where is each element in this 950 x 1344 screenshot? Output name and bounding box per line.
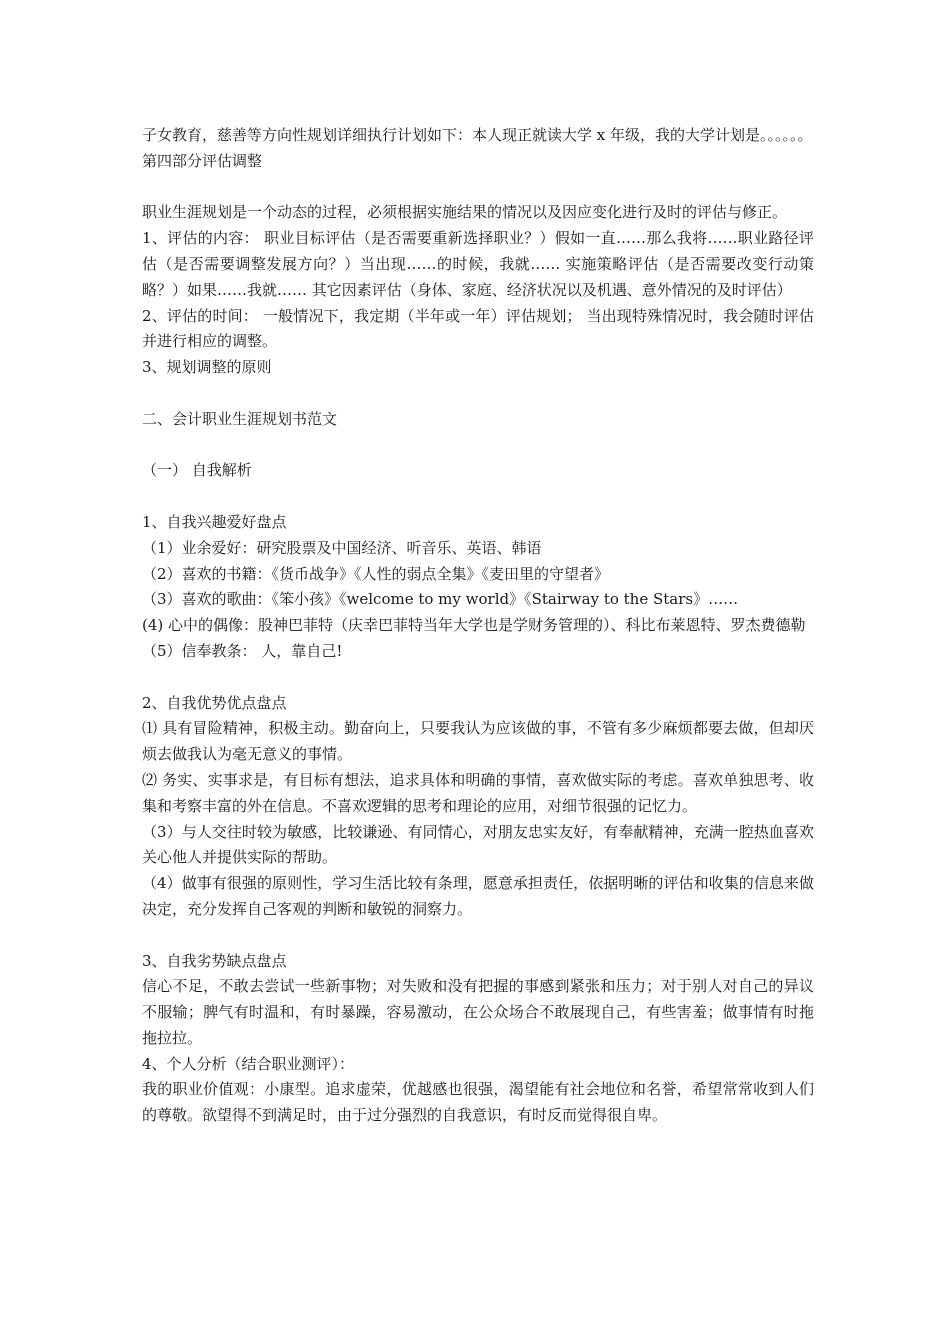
list-item-idols: (4) 心中的偶像：股神巴菲特（庆幸巴菲特当年大学也是学财务管理的）、科比布莱恩特、罗杰费德勒 bbox=[142, 616, 806, 635]
blank-line bbox=[142, 175, 814, 201]
blank-line bbox=[142, 381, 814, 407]
heading-weaknesses: 3、自我劣势缺点盘点 bbox=[142, 951, 287, 970]
list-item-hobbies: （1）业余爱好：研究股票及中国经济、听音乐、英语、韩语 bbox=[142, 538, 542, 557]
list-item-motto: （5）信奉教条： 人，靠自己! bbox=[142, 641, 343, 660]
heading-strengths: 2、自我优势优点盘点 bbox=[142, 693, 287, 712]
heading-part-four: 第四部分评估调整 bbox=[142, 151, 263, 170]
paragraph-plan-intro: 子女教育，慈善等方向性规划详细执行计划如下：本人现正就读大学 x 年级，我的大学计划是。。。。。。 bbox=[142, 126, 813, 144]
heading-accounting-plan: 二、会计职业生涯规划书范文 bbox=[142, 409, 338, 428]
paragraph-weaknesses: 信心不足，不敢去尝试一些新事物；对失败和没有把握的事感到紧张和压力；对于别人对自己的异议不服输；脾气有时温和，有时暴躁，容易激动，在公众场合不敢展现自己，有些害羞；做事情有时拖拖拉拉。 bbox=[142, 977, 814, 1047]
paragraph-dynamic-process: 职业生涯规划是一个动态的过程，必须根据实施结果的情况以及因应变化进行及时的评估与修正。 bbox=[142, 203, 788, 222]
heading-interests: 1、自我兴趣爱好盘点 bbox=[142, 512, 287, 531]
heading-personal-analysis: 4、个人分析（结合职业测评）： bbox=[142, 1054, 355, 1073]
blank-line bbox=[142, 484, 814, 510]
list-item-strength-3: （3）与人交往时较为敏感，比较谦逊、有同情心，对朋友忠实友好，有奉献精神，充满一腔热血喜欢关心他人并提供实际的帮助。 bbox=[142, 822, 814, 867]
paragraph-adjustment-principle: 3、规划调整的原则 bbox=[142, 358, 272, 377]
document-page bbox=[142, 123, 814, 1129]
list-item-strength-4: （4）做事有很强的原则性，学习生活比较有条理，愿意承担责任，依据明晰的评估和收集的信息来做决定，充分发挥自己客观的判断和敏锐的洞察力。 bbox=[142, 874, 814, 918]
paragraph-evaluation-time: 2、评估的时间： 一般情况下，我定期（半年或一年）评估规划； 当出现特殊情况时，我会随时评估并进行相应的调整。 bbox=[142, 306, 814, 351]
paragraph-career-values: 我的职业价值观：小康型。追求虚荣，优越感也很强，渴望能有社会地位和名誉，希望常常收到人们的尊敬。欲望得不到满足时，由于过分强烈的自我意识，有时反而觉得很自卑。 bbox=[142, 1080, 814, 1125]
list-item-strength-1: ⑴ 具有冒险精神，积极主动。勤奋向上，只要我认为应该做的事，不管有多少麻烦都要去做，但却厌烦去做我认为毫无意义的事情。 bbox=[142, 719, 814, 764]
list-item-strength-2: ⑵ 务实、实事求是，有目标有想法，追求具体和明确的事情，喜欢做实际的考虑。喜欢单独思考、收集和考察丰富的外在信息。不喜欢逻辑的思考和理论的应用，对细节很强的记忆力。 bbox=[142, 770, 814, 815]
list-item-books: （2）喜欢的书籍：《货币战争》《人性的弱点全集》《麦田里的守望者》 bbox=[142, 564, 610, 583]
heading-self-analysis: （一） 自我解析 bbox=[142, 461, 252, 480]
paragraph-evaluation-content: 1、评估的内容： 职业目标评估（是否需要重新选择职业？）假如一直……那么我将……职业路径评估（是否需要调整发展方向？）当出现……的时候，我就…… 实施策略评估（是否需要改变行动策略？）如果……我就…… 其它因素评估（身体、家庭、经济状况以及机遇、意外情况的及时评估） bbox=[142, 229, 814, 299]
blank-line bbox=[142, 923, 814, 949]
blank-line bbox=[142, 433, 814, 459]
blank-line bbox=[142, 665, 814, 691]
list-item-songs: （3）喜欢的歌曲：《笨小孩》《welcome to my world》《Stairway to the Stars》…… bbox=[142, 590, 739, 609]
